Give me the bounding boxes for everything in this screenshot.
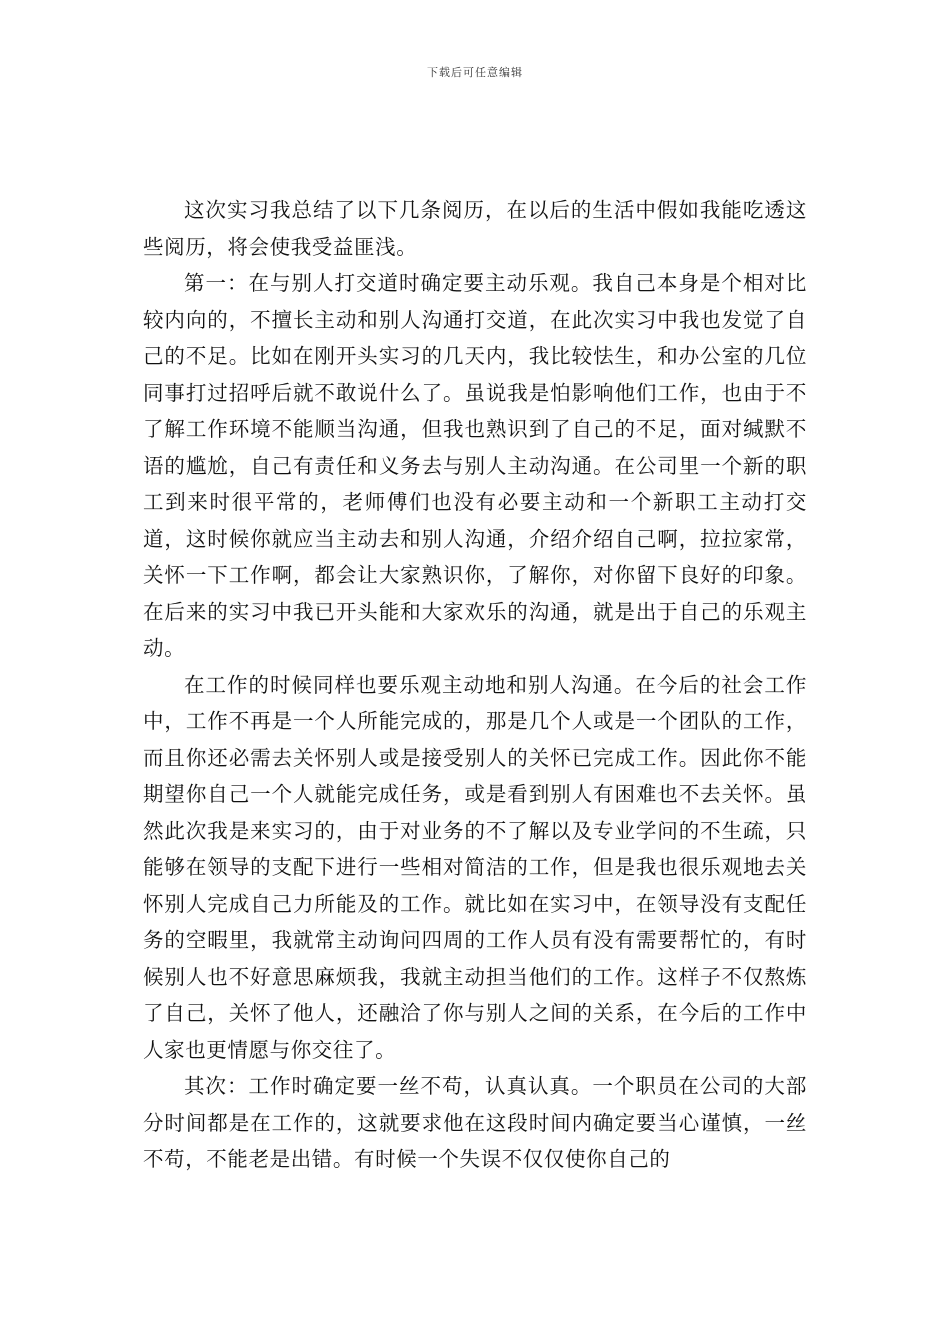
paragraph-first-point: 第一：在与别人打交道时确定要主动乐观。我自己本身是个相对比较内向的，不擅长主动和别人沟通打交道，在此次实习中我也发觉了自己的不足。比如在刚开头实习的几天内，我比较怯生，和办公室的几位同事打过招呼后就不敢说什么了。虽说我是怕影响他们工作，也由于不了解工作环境不能顺当沟通，但我也熟识到了自己的不足，面对缄默不语的尴尬，自己有责任和义务去与别人主动沟通。在公司里一个新的职工到来时很平常的，老师傅们也没有必要主动和一个新职工主动打交道，这时候你就应当主动去和别人沟通，介绍介绍自己啊，拉拉家常，关怀一下工作啊，都会让大家熟识你，了解你，对你留下良好的印象。在后来的实习中我已开头能和大家欢乐的沟通，就是出于自己的乐观主动。 bbox=[143, 271, 807, 660]
paragraph-second-point: 其次：工作时确定要一丝不苟，认真认真。一个职员在公司的大部分时间都是在工作的，这就要求他在这段时间内确定要当心谨慎，一丝不苟，不能老是出错。有时候一个失误不仅仅使你自己的 bbox=[143, 1074, 807, 1171]
paragraph-intro: 这次实习我总结了以下几条阅历，在以后的生活中假如我能吃透这些阅历，将会使我受益匪浅。 bbox=[143, 198, 807, 259]
paragraph-communication: 在工作的时候同样也要乐观主动地和别人沟通。在今后的社会工作中，工作不再是一个人所能完成的，那是几个人或是一个团队的工作，而且你还必需去关怀别人或是接受别人的关怀已完成工作。因此你不能期望你自己一个人就能完成任务，或是看到别人有困难也不去关怀。虽然此次我是来实习的，由于对业务的不了解以及专业学问的不生疏，只能够在领导的支配下进行一些相对简洁的工作，但是我也很乐观地去关怀别人完成自己力所能及的工作。就比如在实习中，在领导没有支配任务的空暇里，我就常主动询问四周的工作人员有没有需要帮忙的，有时候别人也不好意思麻烦我，我就主动担当他们的工作。这样子不仅熬炼了自己，关怀了他人，还融洽了你与别人之间的关系，在今后的工作中人家也更情愿与你交往了。 bbox=[143, 672, 807, 1062]
page-header: 下载后可任意编辑 bbox=[427, 66, 523, 79]
document-body bbox=[143, 192, 807, 1178]
